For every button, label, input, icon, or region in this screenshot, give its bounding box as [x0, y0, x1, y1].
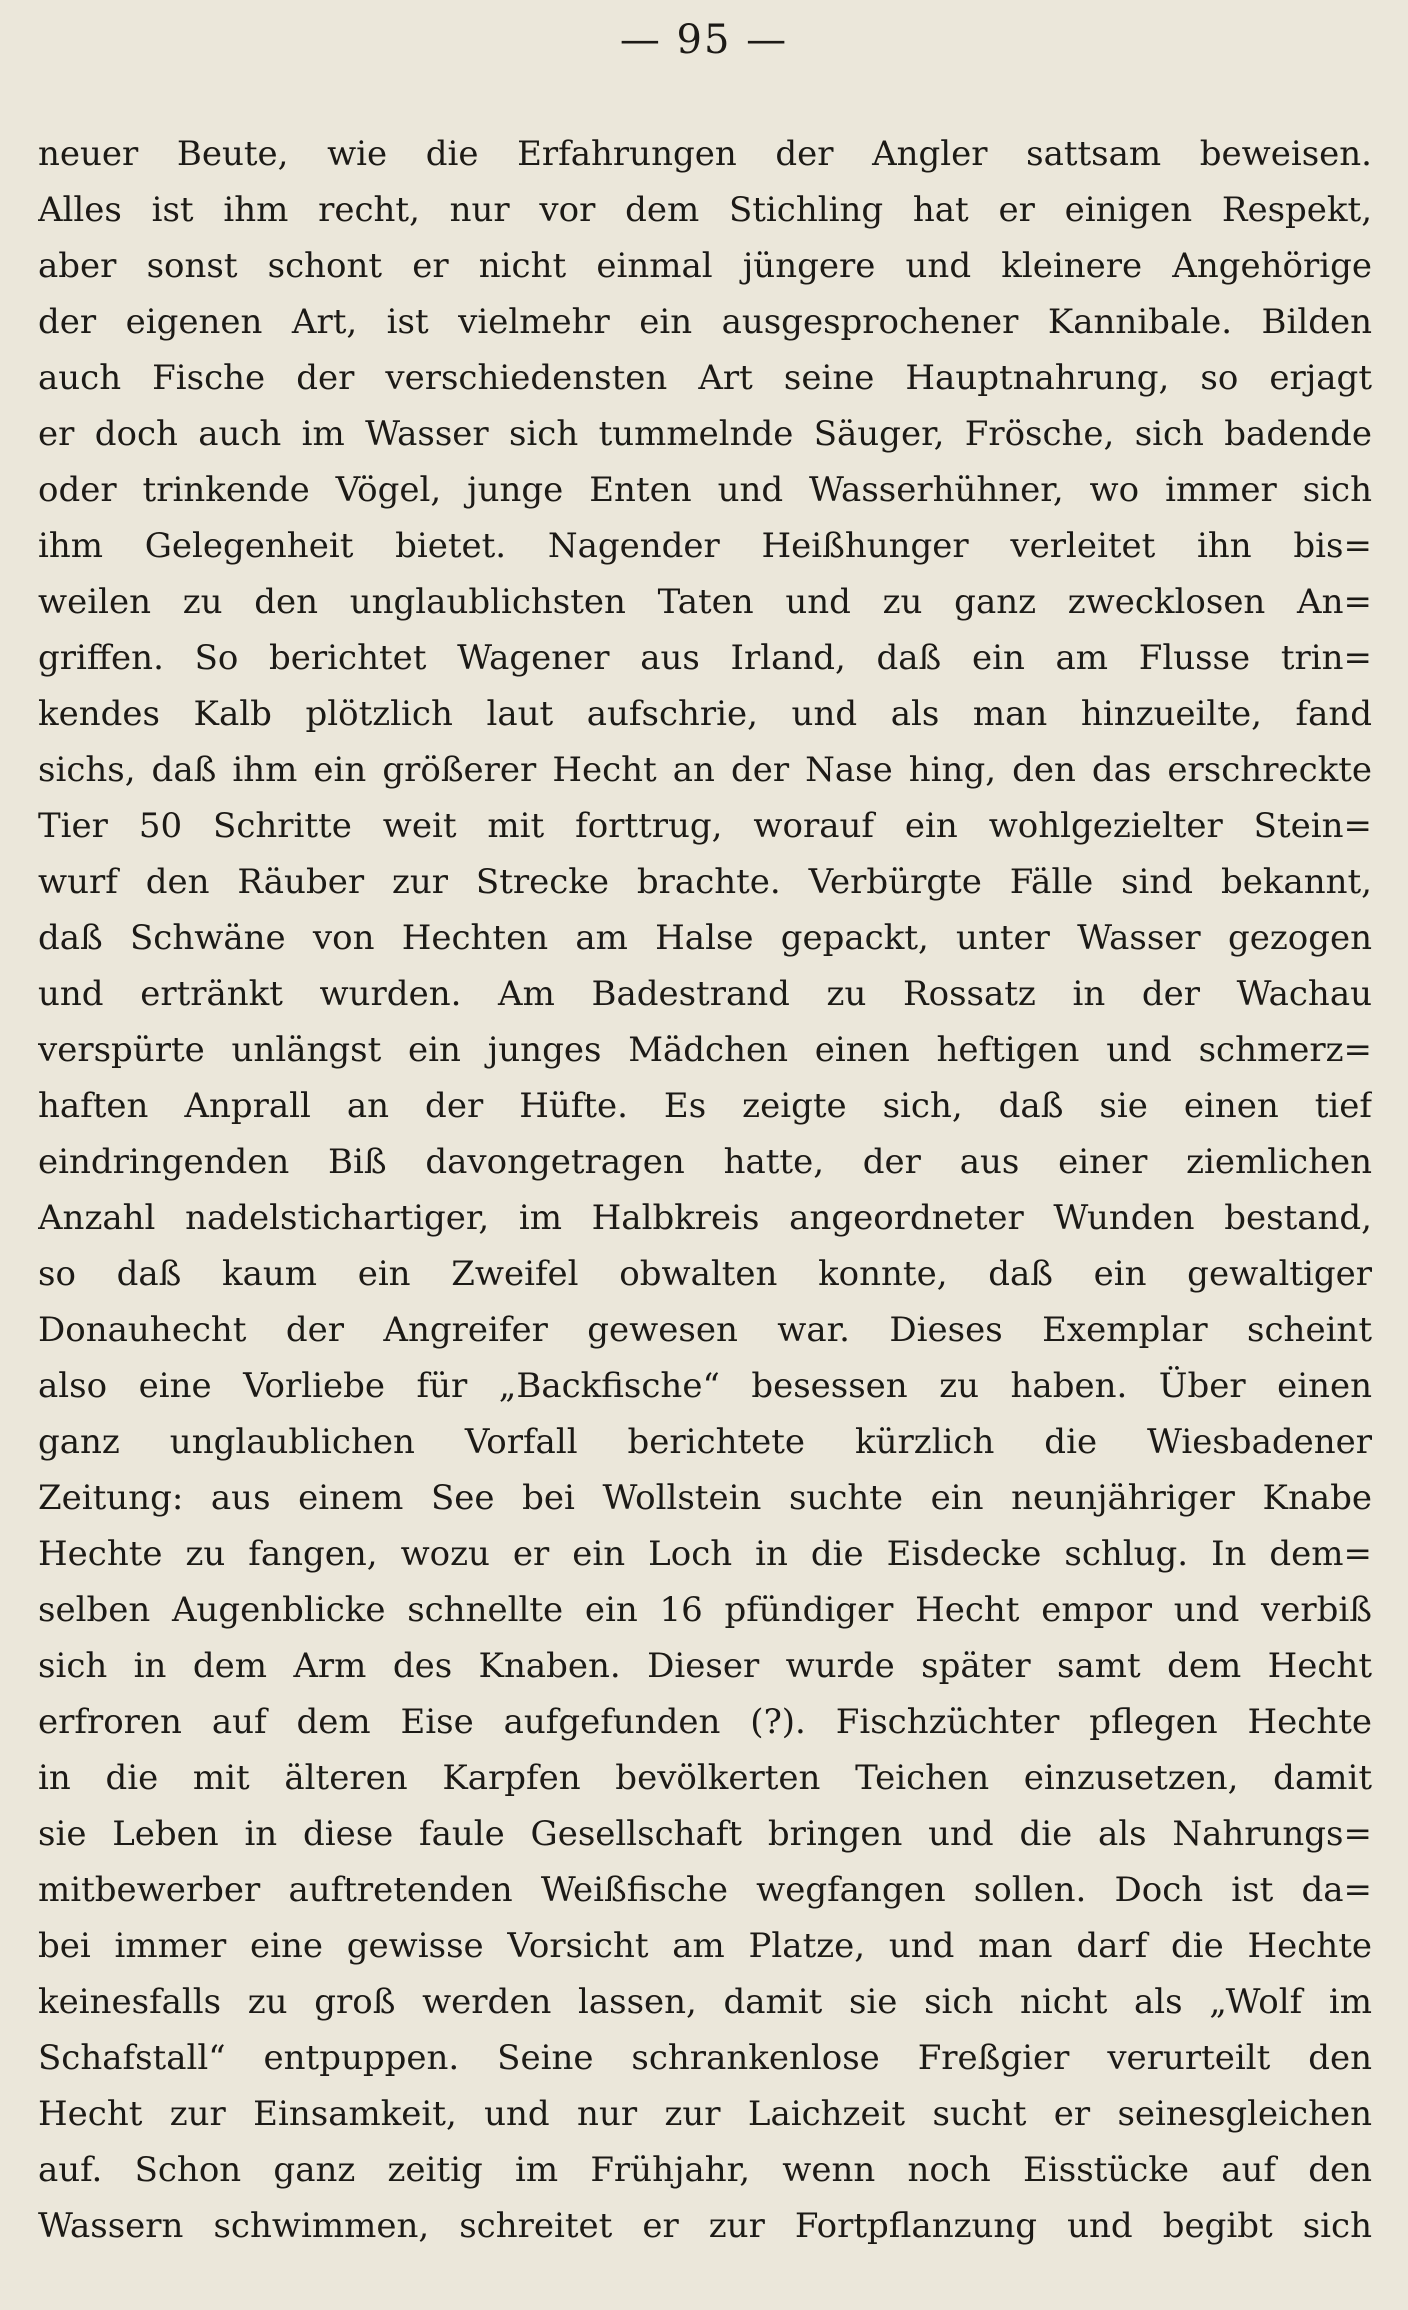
- text-line: oder trinkende Vögel, junge Enten und Wasserhühner, wo immer sich: [38, 470, 1372, 510]
- text-line: weilen zu den unglaublichsten Taten und zu ganz zwecklosen An=: [38, 582, 1372, 622]
- text-line: sie Leben in diese faule Gesellschaft bringen und die als Nahrungs=: [38, 1814, 1372, 1854]
- text-line: so daß kaum ein Zweifel obwalten konnte, daß ein gewaltiger: [38, 1254, 1372, 1294]
- text-line: wurf den Räuber zur Strecke brachte. Verbürgte Fälle sind bekannt,: [38, 862, 1372, 902]
- page-number: — 95 —: [619, 17, 789, 63]
- text-line: ihm Gelegenheit bietet. Nagender Heißhunger verleitet ihn bis=: [38, 526, 1372, 566]
- text-line: sich in dem Arm des Knaben. Dieser wurde später samt dem Hecht: [38, 1646, 1372, 1686]
- text-line: eindringenden Biß davongetragen hatte, der aus einer ziemlichen: [38, 1142, 1372, 1182]
- body-text: [38, 126, 1372, 2254]
- text-line: haften Anprall an der Hüfte. Es zeigte sich, daß sie einen tief: [38, 1086, 1372, 1126]
- text-line: Zeitung: aus einem See bei Wollstein suchte ein neunjähriger Knabe: [38, 1478, 1372, 1518]
- text-line: sichs, daß ihm ein größerer Hecht an der Nase hing, den das erschreckte: [38, 750, 1372, 790]
- text-line: Anzahl nadelstichartiger, im Halbkreis angeordneter Wunden bestand,: [38, 1198, 1372, 1238]
- text-line: Hecht zur Einsamkeit, und nur zur Laichzeit sucht er seinesgleichen: [38, 2094, 1372, 2134]
- text-line: Tier 50 Schritte weit mit forttrug, worauf ein wohlgezielter Stein=: [38, 806, 1372, 846]
- text-line: keinesfalls zu groß werden lassen, damit sie sich nicht als „Wolf im: [38, 1982, 1372, 2022]
- text-line: mitbewerber auftretenden Weißfische wegfangen sollen. Doch ist da=: [38, 1870, 1372, 1910]
- text-line: Schafstall“ entpuppen. Seine schrankenlose Freßgier verurteilt den: [38, 2038, 1372, 2078]
- text-line: selben Augenblicke schnellte ein 16 pfündiger Hecht empor und verbiß: [38, 1590, 1372, 1630]
- text-line: erfroren auf dem Eise aufgefunden (?). Fischzüchter pflegen Hechte: [38, 1702, 1372, 1742]
- text-line: bei immer eine gewisse Vorsicht am Platze, und man darf die Hechte: [38, 1926, 1372, 1966]
- text-line: in die mit älteren Karpfen bevölkerten Teichen einzusetzen, damit: [38, 1758, 1372, 1798]
- text-line: griffen. So berichtet Wagener aus Irland, daß ein am Flusse trin=: [38, 638, 1372, 678]
- text-line: der eigenen Art, ist vielmehr ein ausgesprochener Kannibale. Bilden: [38, 302, 1372, 342]
- text-line: aber sonst schont er nicht einmal jüngere und kleinere Angehörige: [38, 246, 1372, 286]
- text-line: auch Fische der verschiedensten Art seine Hauptnahrung, so erjagt: [38, 358, 1372, 398]
- text-line: Hechte zu fangen, wozu er ein Loch in die Eisdecke schlug. In dem=: [38, 1534, 1372, 1574]
- text-line: er doch auch im Wasser sich tummelnde Säuger, Frösche, sich badende: [38, 414, 1372, 454]
- text-line: Alles ist ihm recht, nur vor dem Stichling hat er einigen Respekt,: [38, 190, 1372, 230]
- text-line: ganz unglaublichen Vorfall berichtete kürzlich die Wiesbadener: [38, 1422, 1372, 1462]
- text-line: Donauhecht der Angreifer gewesen war. Dieses Exemplar scheint: [38, 1310, 1372, 1350]
- text-line: auf. Schon ganz zeitig im Frühjahr, wenn noch Eisstücke auf den: [38, 2150, 1372, 2190]
- text-line: kendes Kalb plötzlich laut aufschrie, und als man hinzueilte, fand: [38, 694, 1372, 734]
- text-line: verspürte unlängst ein junges Mädchen einen heftigen und schmerz=: [38, 1030, 1372, 1070]
- text-line: neuer Beute, wie die Erfahrungen der Angler sattsam beweisen.: [38, 134, 1372, 174]
- text-line: Wassern schwimmen, schreitet er zur Fortpflanzung und begibt sich: [38, 2206, 1372, 2246]
- text-line: daß Schwäne von Hechten am Halse gepackt, unter Wasser gezogen: [38, 918, 1372, 958]
- text-line: also eine Vorliebe für „Backfische“ besessen zu haben. Über einen: [38, 1366, 1372, 1406]
- text-line: und ertränkt wurden. Am Badestrand zu Rossatz in der Wachau: [38, 974, 1372, 1014]
